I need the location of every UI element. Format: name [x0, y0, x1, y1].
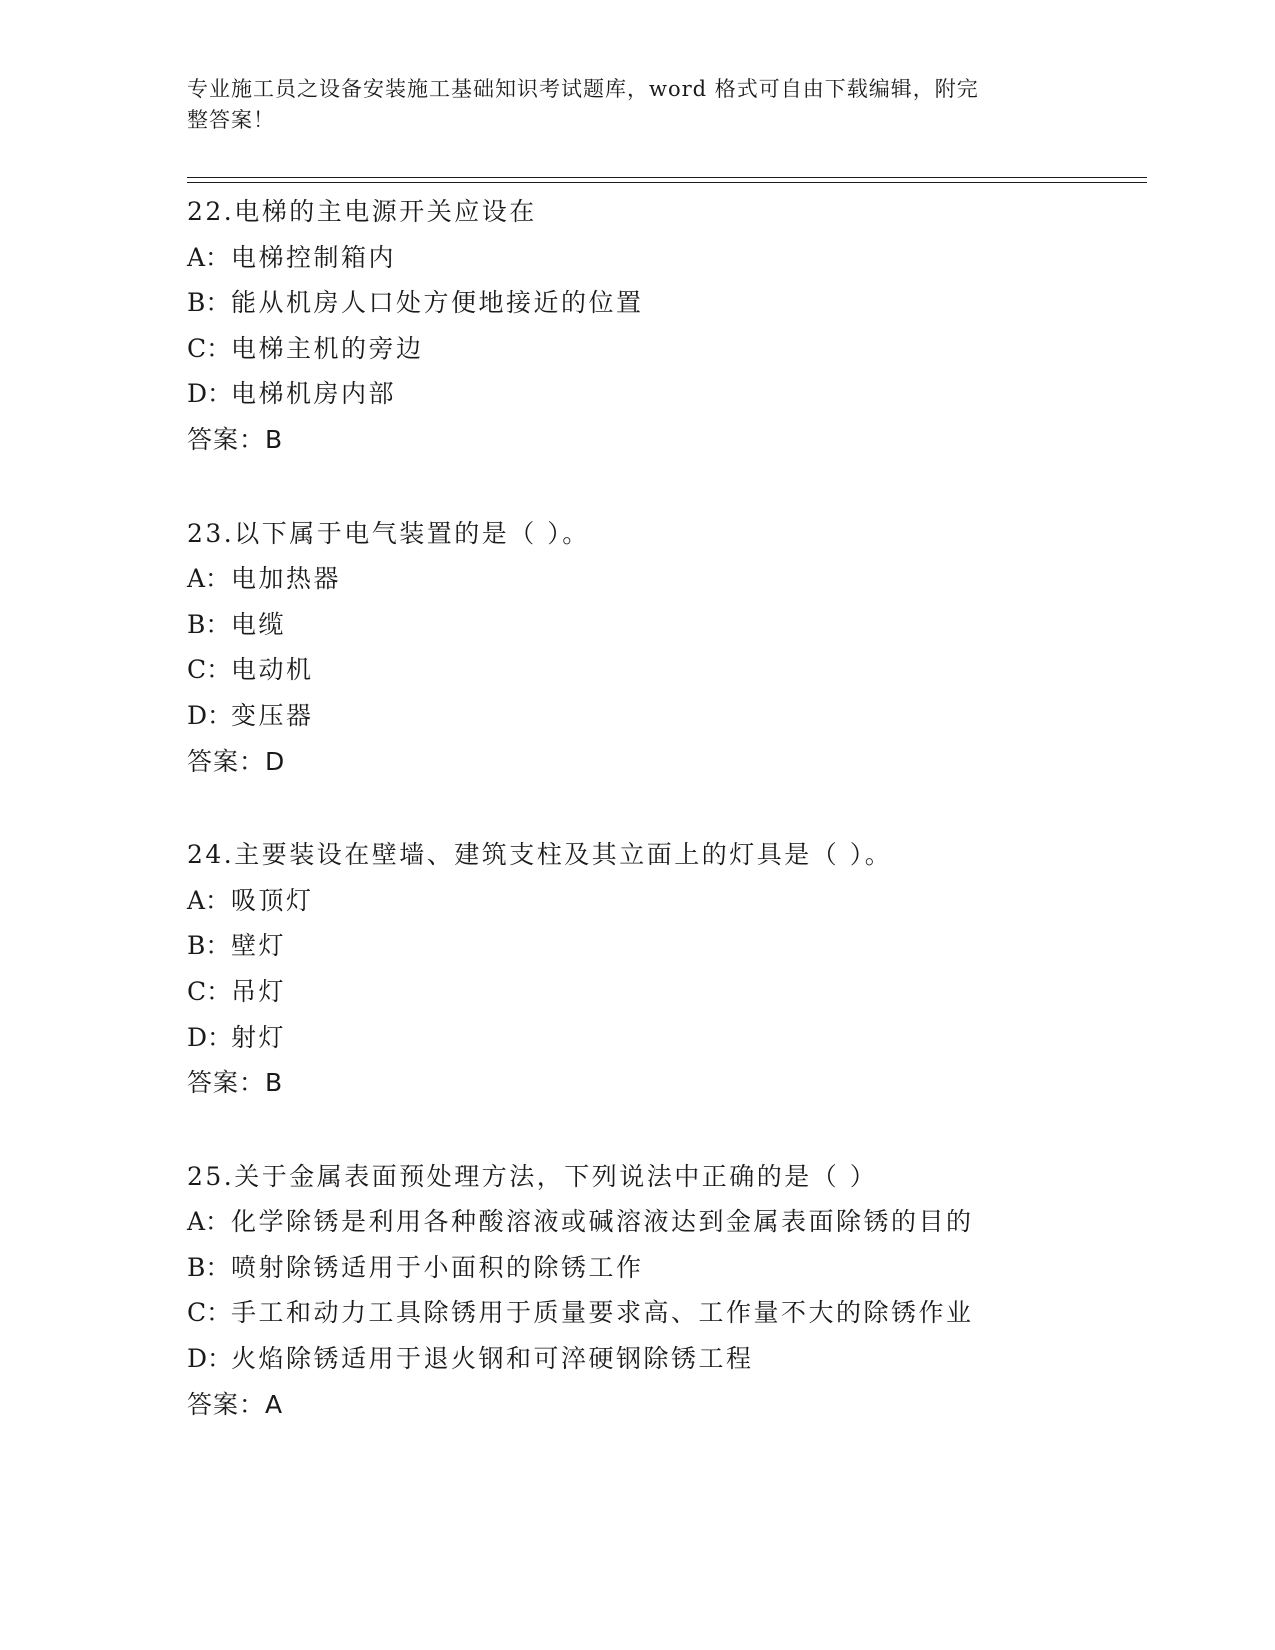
- option-text: 电梯主机的旁边: [231, 333, 424, 363]
- option-key: B：: [187, 609, 231, 639]
- option-c: [187, 326, 1147, 372]
- option-text: 火焰除锈适用于退火钢和可淬硬钢除锈工程: [231, 1344, 754, 1374]
- option-text: 电缆: [231, 609, 287, 639]
- option-a: [187, 235, 1147, 281]
- header-line-2: 整答案！: [187, 108, 275, 132]
- option-text: 电梯机房内部: [231, 379, 397, 409]
- question-23: [187, 511, 1147, 785]
- option-key: B：: [187, 931, 231, 961]
- option-text: 能从机房人口处方便地接近的位置: [231, 288, 644, 318]
- option-key: C：: [187, 1298, 232, 1328]
- option-key: A：: [187, 885, 231, 915]
- option-b: [187, 280, 1147, 326]
- question-24: [187, 832, 1147, 1106]
- header-divider-top: [187, 177, 1147, 178]
- option-text: 手工和动力工具除锈用于质量要求高、工作量不大的除锈作业: [231, 1298, 974, 1328]
- answer-line: 答案：B: [187, 424, 284, 454]
- option-key: A：: [187, 564, 231, 594]
- question-stem: 25.关于金属表面预处理方法，下列说法中正确的是（ ）: [187, 1161, 878, 1191]
- option-key: C：: [187, 655, 232, 685]
- option-key: A：: [187, 242, 231, 272]
- option-text: 喷射除锈适用于小面积的除锈工作: [231, 1252, 644, 1282]
- option-a: [187, 1199, 1147, 1245]
- question-22: [187, 189, 1147, 463]
- option-b: [187, 1245, 1147, 1291]
- option-a: [187, 556, 1147, 602]
- option-text: 吊灯: [231, 976, 287, 1006]
- option-key: A：: [187, 1207, 231, 1237]
- option-key: D：: [187, 700, 233, 730]
- question-list: [187, 189, 1147, 1475]
- header-divider-bottom: [187, 182, 1147, 183]
- question-stem: 24.主要装设在壁墙、建筑支柱及其立面上的灯具是（ ）。: [187, 840, 893, 870]
- option-key: C：: [187, 333, 232, 363]
- option-text: 变压器: [231, 700, 314, 730]
- answer-line: 答案：A: [187, 1389, 284, 1419]
- answer-line: 答案：B: [187, 1068, 284, 1098]
- question-stem: 23.以下属于电气装置的是（ ）。: [187, 518, 590, 548]
- option-d: [187, 371, 1147, 417]
- document-header: [187, 74, 1067, 136]
- option-b: [187, 602, 1147, 648]
- option-text: 壁灯: [231, 931, 287, 961]
- option-text: 吸顶灯: [231, 885, 314, 915]
- header-line-1: 专业施工员之设备安装施工基础知识考试题库，word 格式可自由下载编辑，附完: [187, 77, 979, 101]
- option-a: [187, 878, 1147, 924]
- option-b: [187, 923, 1147, 969]
- option-text: 电加热器: [231, 564, 342, 594]
- option-c: [187, 969, 1147, 1015]
- option-text: 化学除锈是利用各种酸溶液或碱溶液达到金属表面除锈的目的: [231, 1207, 974, 1237]
- option-text: 射灯: [231, 1022, 287, 1052]
- option-d: [187, 1015, 1147, 1061]
- option-text: 电梯控制箱内: [231, 242, 397, 272]
- answer-line: 答案：D: [187, 746, 286, 776]
- option-d: [187, 1336, 1147, 1382]
- option-c: [187, 647, 1147, 693]
- option-key: D：: [187, 1022, 233, 1052]
- option-c: [187, 1290, 1147, 1336]
- question-25: [187, 1154, 1147, 1428]
- question-stem: 22.电梯的主电源开关应设在: [187, 197, 537, 226]
- option-key: B：: [187, 288, 231, 318]
- option-key: D：: [187, 379, 233, 409]
- option-key: C：: [187, 976, 232, 1006]
- option-key: B：: [187, 1252, 231, 1282]
- option-key: D：: [187, 1344, 233, 1374]
- option-d: [187, 693, 1147, 739]
- option-text: 电动机: [231, 655, 314, 685]
